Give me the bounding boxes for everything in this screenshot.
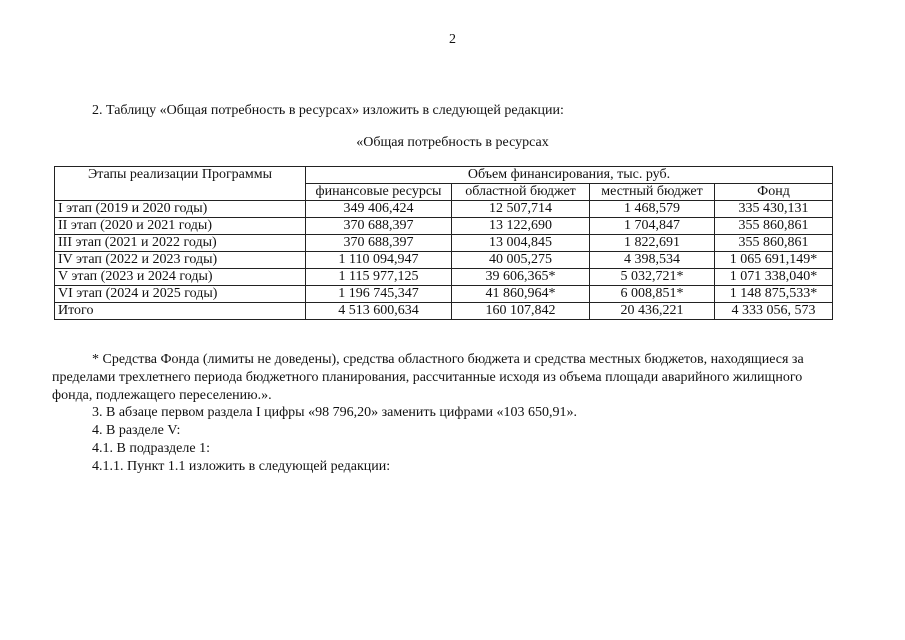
value-cell: 1 468,579 bbox=[590, 201, 715, 218]
value-cell: 1 704,847 bbox=[590, 218, 715, 235]
value-cell: 370 688,397 bbox=[306, 218, 452, 235]
table-row bbox=[55, 269, 833, 286]
total-value-cell: 4 333 056, 573 bbox=[715, 303, 833, 320]
value-cell: 5 032,721* bbox=[590, 269, 715, 286]
value-cell: 1 065 691,149* bbox=[715, 252, 833, 269]
column-header-financial: финансовые ресурсы bbox=[306, 184, 452, 201]
table-total-row bbox=[55, 303, 833, 320]
value-cell: 12 507,714 bbox=[452, 201, 590, 218]
stage-cell: I этап (2019 и 2020 годы) bbox=[55, 201, 306, 218]
column-header-regional: областной бюджет bbox=[452, 184, 590, 201]
value-cell: 1 822,691 bbox=[590, 235, 715, 252]
item-paragraph-3: 3. В абзаце первом раздела I цифры «98 796,20» заменить цифрами «103 650,91». bbox=[92, 405, 578, 420]
item-paragraph-4-1-1: 4.1.1. Пункт 1.1 изложить в следующей редакции: bbox=[92, 459, 391, 474]
value-cell: 13 004,845 bbox=[452, 235, 590, 252]
total-value-cell: 20 436,221 bbox=[590, 303, 715, 320]
table-title: «Общая потребность в ресурсах bbox=[356, 135, 549, 150]
value-cell: 1 110 094,947 bbox=[306, 252, 452, 269]
value-cell: 1 071 338,040* bbox=[715, 269, 833, 286]
stage-cell: II этап (2020 и 2021 годы) bbox=[55, 218, 306, 235]
stage-column-header: Этапы реализации Программы bbox=[55, 167, 306, 201]
stage-cell: IV этап (2022 и 2023 годы) bbox=[55, 252, 306, 269]
table-row bbox=[55, 201, 833, 218]
value-cell: 1 148 875,533* bbox=[715, 286, 833, 303]
stage-cell: III этап (2021 и 2022 годы) bbox=[55, 235, 306, 252]
total-label-cell: Итого bbox=[55, 303, 306, 320]
total-value-cell: 160 107,842 bbox=[452, 303, 590, 320]
page-number: 2 bbox=[449, 32, 456, 47]
table-row bbox=[55, 286, 833, 303]
intro-paragraph: 2. Таблицу «Общая потребность в ресурсах» изложить в следующей редакции: bbox=[92, 103, 564, 118]
item-paragraph-4: 4. В разделе V: bbox=[92, 423, 181, 438]
value-cell: 41 860,964* bbox=[452, 286, 590, 303]
value-cell: 39 606,365* bbox=[452, 269, 590, 286]
value-cell: 355 860,861 bbox=[715, 235, 833, 252]
value-cell: 1 115 977,125 bbox=[306, 269, 452, 286]
table-header-row bbox=[55, 167, 833, 184]
stage-cell: V этап (2023 и 2024 годы) bbox=[55, 269, 306, 286]
value-cell: 370 688,397 bbox=[306, 235, 452, 252]
stage-cell: VI этап (2024 и 2025 годы) bbox=[55, 286, 306, 303]
value-cell: 335 430,131 bbox=[715, 201, 833, 218]
value-cell: 355 860,861 bbox=[715, 218, 833, 235]
table-footnote: * Средства Фонда (лимиты не доведены), средства областного бюджета и средства местных бюджетов, находящиеся за пределами трехлетнего периода бюджетного планирования, рассчитанные исходя из объема площади аварийного жилищного фонда, подлежащего переселению.». bbox=[52, 352, 804, 403]
column-header-fund: Фонд bbox=[715, 184, 833, 201]
value-cell: 1 196 745,347 bbox=[306, 286, 452, 303]
table-row bbox=[55, 235, 833, 252]
total-value-cell: 4 513 600,634 bbox=[306, 303, 452, 320]
resources-table bbox=[54, 166, 833, 320]
table-row bbox=[55, 252, 833, 269]
column-header-local: местный бюджет bbox=[590, 184, 715, 201]
item-paragraph-4-1: 4.1. В подразделе 1: bbox=[92, 441, 210, 456]
value-cell: 40 005,275 bbox=[452, 252, 590, 269]
value-cell: 13 122,690 bbox=[452, 218, 590, 235]
table-row bbox=[55, 218, 833, 235]
value-cell: 4 398,534 bbox=[590, 252, 715, 269]
financing-group-header: Объем финансирования, тыс. руб. bbox=[306, 167, 833, 184]
value-cell: 349 406,424 bbox=[306, 201, 452, 218]
value-cell: 6 008,851* bbox=[590, 286, 715, 303]
